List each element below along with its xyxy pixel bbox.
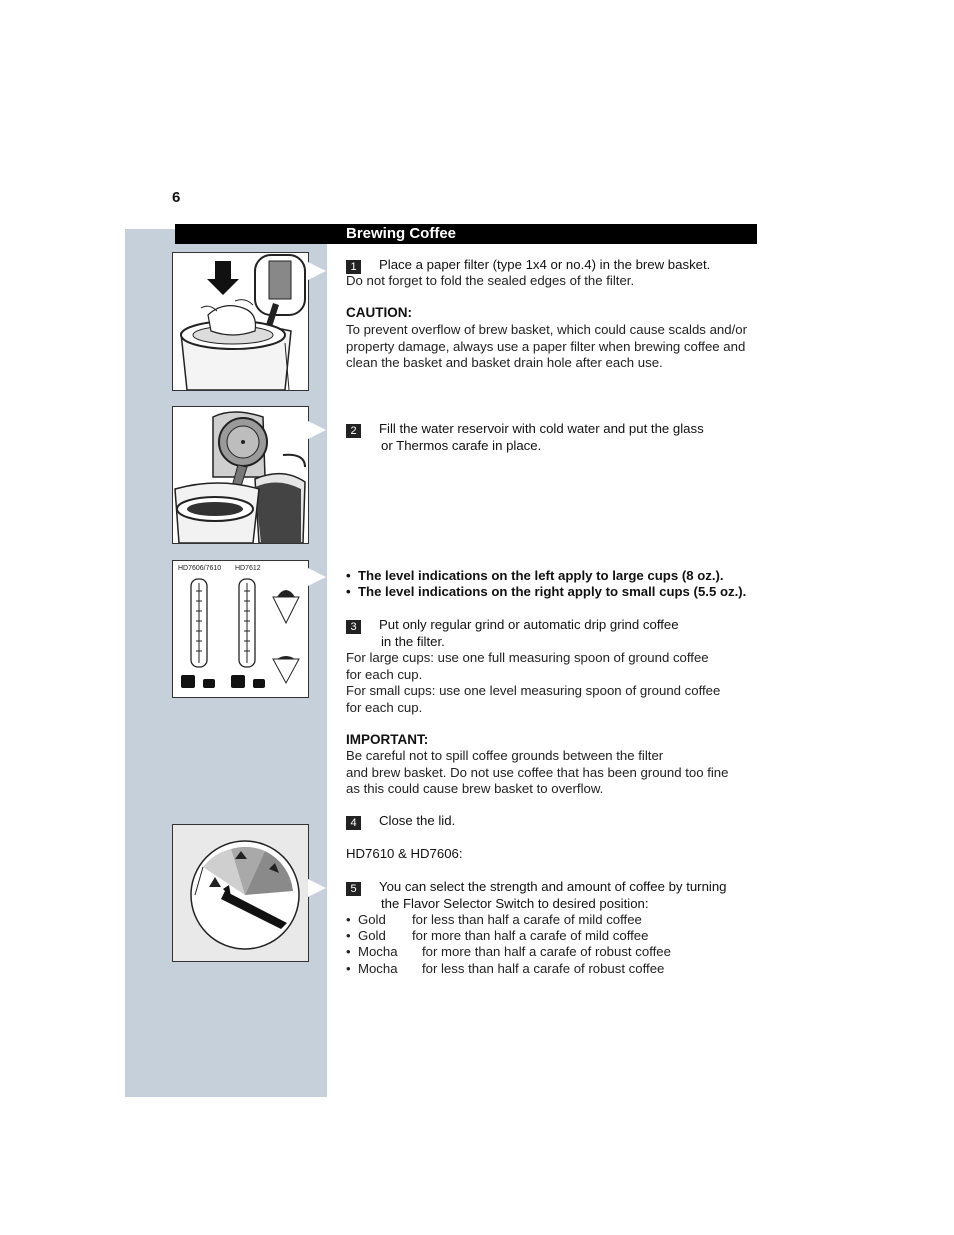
models-label: HD7610 & HD7606: [346,846,463,861]
figure-pointer [308,568,326,586]
step-3-note: for each cup. [346,699,423,715]
page-number: 6 [172,189,181,206]
figure-carafe-placement [172,406,309,544]
figure-pointer [308,421,326,439]
caution-heading: CAUTION: [346,305,412,320]
flavor-option: • Gold for more than half a carafe of mild coffee [346,928,649,943]
figure-pointer [308,879,326,897]
flavor-option: • Mocha for more than half a carafe of robust coffee [346,944,671,959]
level-note-text: The level indications on the right apply to small cups (5.5 oz.). [357,584,747,599]
caution-line: To prevent overflow of brew basket, which could cause scalds and/or [346,322,747,337]
water-level-illustration [173,561,308,697]
caution-line: clean the basket and basket drain hole after each use. [346,355,663,370]
section-title: Brewing Coffee [346,225,457,242]
step-1-note: Do not forget to fold the sealed edges of the filter. [346,273,635,288]
flavor-name: Gold [357,912,386,927]
filter-insertion-illustration [173,253,308,390]
carafe-placement-illustration [173,407,308,543]
important-line: Be careful not to spill coffee grounds between the filter [346,748,664,763]
step-number: 1 [346,260,361,274]
section-title-bar [175,224,757,244]
important-line: as this could cause brew basket to overflow. [346,781,604,796]
step-text: Fill the water reservoir with cold water and put the glass [379,421,704,436]
level-note-right: • The level indications on the right apply to small cups (5.5 oz.). [346,584,747,599]
flavor-option: • Gold for less than half a carafe of mild coffee [346,912,642,927]
caution-text [346,322,747,372]
flavor-desc: for less than half a carafe of mild coffee [411,912,642,927]
step-number: 5 [346,882,361,896]
step-1 [346,257,710,274]
step-text-continued: the Flavor Selector Switch to desired position: [381,896,649,911]
level-note-left: • The level indications on the left apply to large cups (8 oz.). [346,568,724,583]
step-3-note: For large cups: use one full measuring spoon of ground coffee [346,650,709,665]
step-number: 3 [346,620,361,634]
step-2 [346,421,704,455]
figure-pointer [308,262,326,280]
step-text: Place a paper filter (type 1x4 or no.4) in the brew basket. [379,257,711,272]
flavor-option: • Mocha for less than half a carafe of robust coffee [346,961,665,976]
figure-flavor-selector [172,824,309,962]
flavor-name: Mocha [357,944,398,959]
caution-line: property damage, always use a paper filter when brewing coffee and [346,338,746,354]
step-3 [346,617,679,651]
flavor-selector-illustration [173,825,308,961]
step-number: 4 [346,816,361,830]
step-text: Put only regular grind or automatic drip grind coffee [379,617,679,632]
important-heading: IMPORTANT: [346,732,429,747]
flavor-desc: for more than half a carafe of robust coffee [421,944,671,959]
model-label-left: HD7606/7610 [178,565,222,572]
flavor-name: Gold [357,928,386,943]
step-text: Close the lid. [379,813,456,828]
model-label-right: HD7612 [235,565,261,572]
step-text: You can select the strength and amount of coffee by turning [379,879,727,894]
flavor-name: Mocha [357,961,398,976]
flavor-desc: for less than half a carafe of robust coffee [421,961,665,976]
step-4 [346,813,455,830]
step-3-notes [346,650,720,716]
figure-water-level [172,560,309,698]
flavor-desc: for more than half a carafe of mild coffee [411,928,649,943]
step-text-continued: or Thermos carafe in place. [381,438,542,453]
figure-filter-insertion [172,252,309,391]
step-5 [346,879,727,913]
important-line: and brew basket. Do not use coffee that has been ground too fine [346,764,729,780]
step-3-note: For small cups: use one level measuring spoon of ground coffee [346,683,721,698]
step-text-continued: in the filter. [381,634,445,649]
step-3-note: for each cup. [346,666,423,682]
level-note-text: The level indications on the left apply to large cups (8 oz.). [357,568,724,583]
step-number: 2 [346,424,361,438]
important-text [346,748,728,798]
